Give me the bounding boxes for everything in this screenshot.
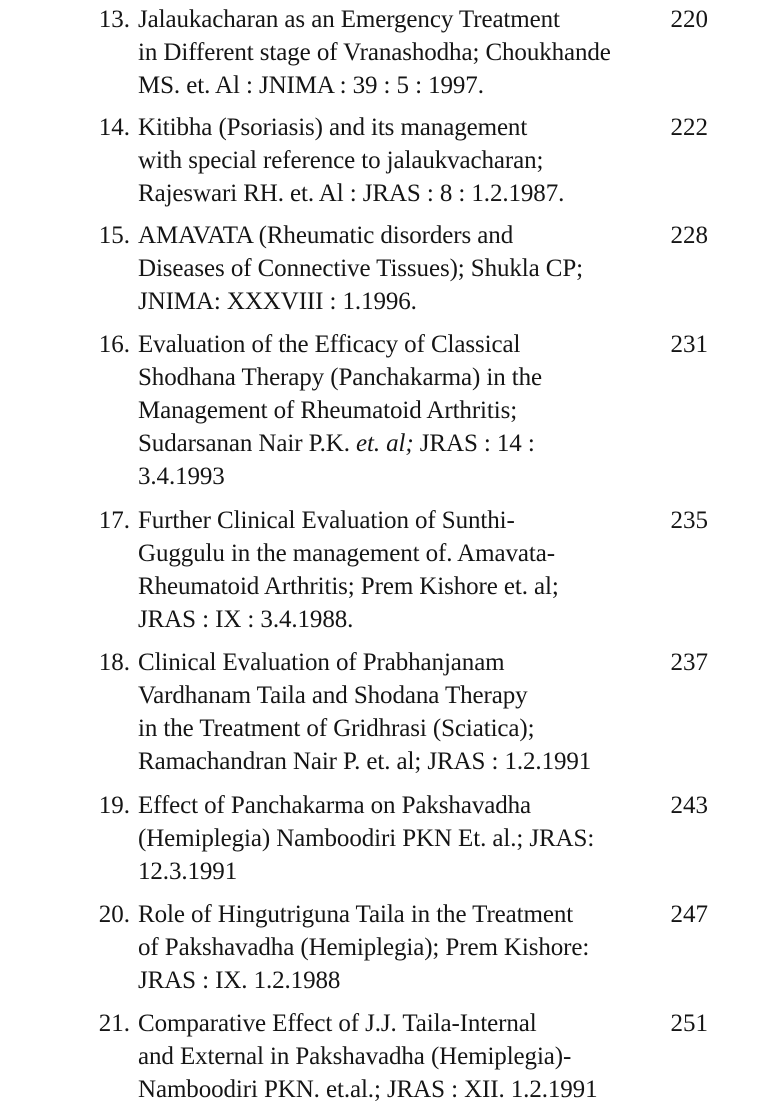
entry-text-line: Ramachandran Nair P. et. al; JRAS : 1.2.1991	[138, 748, 592, 775]
entry-text-line: 12.3.1991	[138, 858, 238, 885]
entry-page-number: 220	[670, 6, 708, 33]
entry-text-line: Evaluation of the Efficacy of Classical	[138, 331, 521, 358]
entry-number: 21.	[98, 1010, 130, 1037]
entry-page-number: 243	[670, 792, 708, 819]
entry-text-line: Kitibha (Psoriasis) and its management	[138, 114, 528, 141]
entry-number: 18.	[98, 649, 130, 676]
entry-text-line: of Pakshavadha (Hemiplegia); Prem Kishore:	[138, 934, 590, 961]
entry-page-number: 247	[670, 901, 708, 928]
entry-text-line: with special reference to jalaukvacharan;	[138, 147, 544, 174]
entry-page-number: 251	[670, 1010, 708, 1037]
entry-page-number: 222	[670, 114, 708, 141]
author-text: Sudarsanan Nair P.K.	[138, 430, 357, 457]
entry-text-line: Management of Rheumatoid Arthritis;	[138, 397, 518, 424]
entry-text-line: in the Treatment of Gridhrasi (Sciatica);	[138, 715, 535, 742]
entry-text-line: Rheumatoid Arthritis; Prem Kishore et. al;	[138, 573, 559, 600]
entry-text-line: JNIMA: XXXVIII : 1.1996.	[138, 288, 417, 315]
entry-page-number: 237	[670, 649, 708, 676]
entry-text-line: Effect of Panchakarma on Pakshavadha	[138, 792, 532, 819]
et-al-italic: et. al;	[356, 430, 414, 457]
entry-text-line: Diseases of Connective Tissues); Shukla CP;	[138, 255, 584, 282]
entry-text-line: Guggulu in the management of. Amavata-	[138, 540, 555, 567]
entry-text-line: AMAVATA (Rheumatic disorders and	[138, 222, 514, 249]
entry-number: 13.	[98, 6, 130, 33]
entry-text-line: JRAS : IX : 3.4.1988.	[138, 606, 354, 633]
entry-page-number: 235	[670, 507, 708, 534]
entry-number: 20.	[98, 901, 130, 928]
entry-text-line: Comparative Effect of J.J. Taila-Internal	[138, 1010, 537, 1037]
entry-number: 16.	[98, 331, 130, 358]
entry-text-line: Role of Hingutriguna Taila in the Treatment	[138, 901, 574, 928]
entry-text-line	[138, 427, 535, 460]
entry-number: 19.	[98, 792, 130, 819]
entry-text-line: Namboodiri PKN. et.al.; JRAS : XII. 1.2.1991	[138, 1076, 598, 1103]
entry-text-line: Rajeswari RH. et. Al : JRAS : 8 : 1.2.1987.	[138, 180, 565, 207]
journal-text: JRAS : 14 :	[413, 430, 535, 457]
entry-text-line: 3.4.1993	[138, 463, 225, 490]
entry-text-line: Shodhana Therapy (Panchakarma) in the	[138, 364, 543, 391]
entry-text-line: Vardhanam Taila and Shodana Therapy	[138, 682, 528, 709]
entry-text-line: (Hemiplegia) Namboodiri PKN Et. al.; JRAS:	[138, 825, 595, 852]
entry-text-line: JRAS : IX. 1.2.1988	[138, 967, 341, 994]
entry-page-number: 231	[670, 331, 708, 358]
entry-page-number: 228	[670, 222, 708, 249]
entry-text-line: and External in Pakshavadha (Hemiplegia)-	[138, 1043, 572, 1070]
entry-number: 14.	[98, 114, 130, 141]
entry-text-line: in Different stage of Vranashodha; Choukhande	[138, 39, 611, 66]
entry-text-line: Jalaukacharan as an Emergency Treatment	[138, 6, 560, 33]
entry-text-line: Further Clinical Evaluation of Sunthi-	[138, 507, 515, 534]
entry-number: 17.	[98, 507, 130, 534]
entry-text-line: MS. et. Al : JNIMA : 39 : 5 : 1997.	[138, 72, 484, 99]
entry-number: 15.	[98, 222, 130, 249]
entry-text-line: Clinical Evaluation of Prabhanjanam	[138, 649, 505, 676]
